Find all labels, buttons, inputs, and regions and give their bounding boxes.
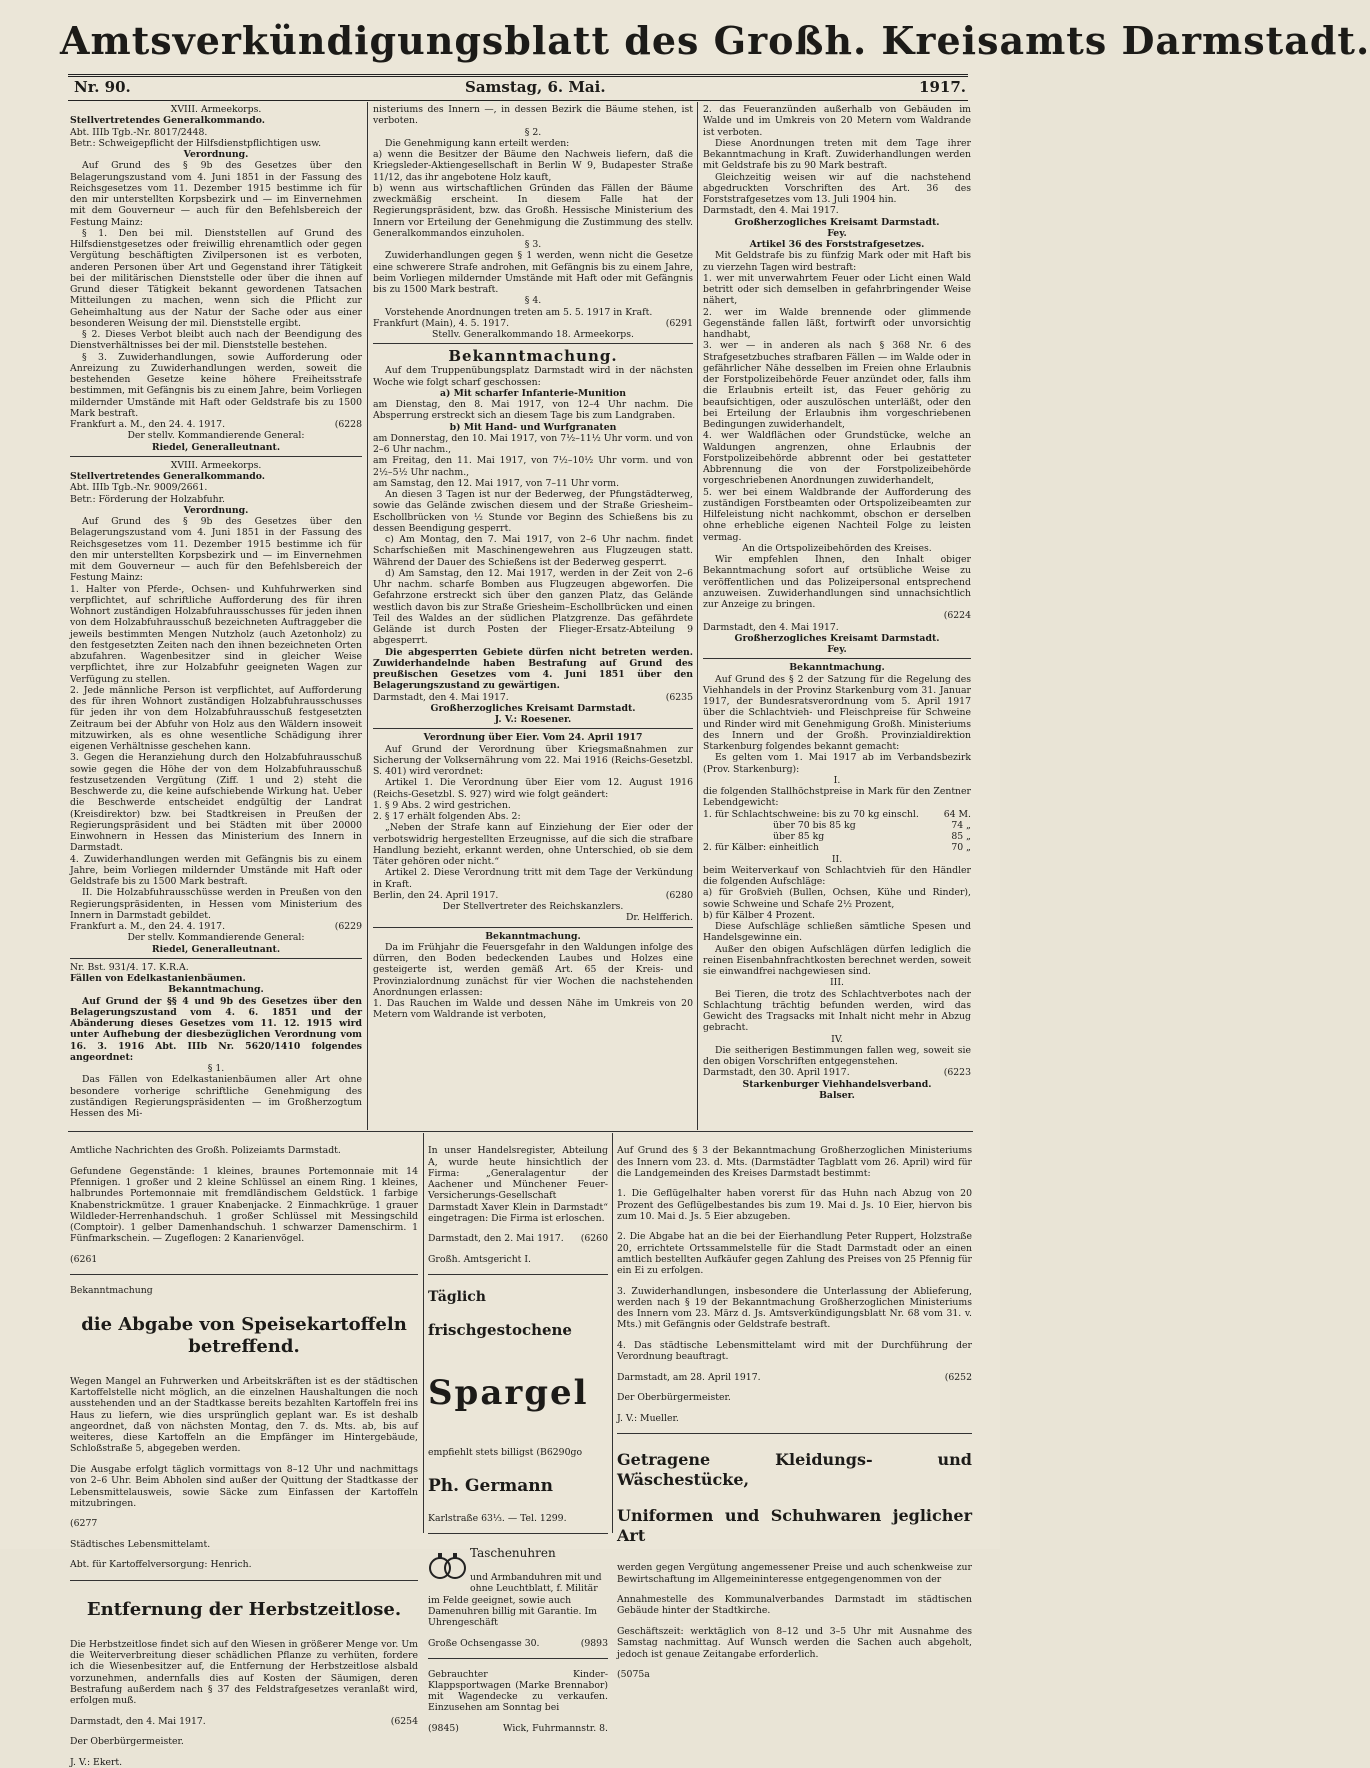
v-pr1a: 1. für Schlachtschweine: bis zu 70 kg einschl. <box>703 808 919 820</box>
a2-title: Verordnung. <box>183 504 249 516</box>
c-code: (6291 <box>665 317 693 329</box>
e-title: Verordnung über Eier. Vom 24. April 1917 <box>423 732 643 744</box>
h-code: (6260 <box>580 1233 608 1245</box>
a2-sig2: Riedel, Generalleutnant. <box>151 943 281 955</box>
v-IIb: b) für Kälber 4 Prozent. <box>703 909 815 921</box>
e-sig2: Dr. Helfferich. <box>625 912 693 924</box>
s-line3: empfiehlt stets billigst <box>428 1447 534 1459</box>
a2-sig1: Der stellv. Kommandierende General: <box>127 932 305 944</box>
c-b: b) wenn aus wirtschaftlichen Gründen das Fällen der Bäume zweckmäßig erscheint. In diesem Falle hat der Regierungspräsident, bzw. das Großh. Hessische Ministerium des Innern vor Erteilung der Genehmigung die Zustimmung des stellv. Generalkommandos einzuholen. <box>373 182 693 239</box>
v-price-row <box>703 820 971 831</box>
kl-code: (5075a <box>617 1669 650 1681</box>
a2-betr: Betr.: Förderung der Holzabfuhr. <box>70 493 226 505</box>
column-1 <box>70 104 362 1130</box>
bottom-column-3 <box>617 1136 972 1681</box>
divider <box>70 958 362 959</box>
p-title: Amtliche Nachrichten des Großh. Polizeiamts Darmstadt. <box>70 1145 341 1157</box>
z-title: Entfernung der Herbstzeitlose. <box>86 1598 402 1620</box>
g-3: 3. wer — in anderen als nach § 368 Nr. 6 des Strafgesetzbuches strafbaren Fällen — im Walde oder in gefährlicher Nähe desselben im Freien ohne Erlaubnis der Forstpolizeibehörde Feuer anzündet oder, falls ihm die Erlaubnis erteilt ist, das Feuer gehörig zu beaufsichtigen, oder auszulöschen unterläßt, oder den bei Erteilung der Erlaubnis ihm vorgeschriebenen Bedingungen zuwiderhandelt, <box>703 340 971 430</box>
column-rule <box>367 102 368 1130</box>
v-price-row <box>703 842 971 853</box>
g-sig1: Der Oberbürgermeister. <box>617 1392 731 1404</box>
e-a1: Artikel 1. Die Verordnung über Eier vom 12. August 1916 (Reichs-Gesetzbl. S. 927) wird wie folgt geändert: <box>373 777 693 800</box>
divider <box>428 1533 608 1534</box>
z-code: (6254 <box>390 1715 418 1727</box>
a1-p2: § 1. Den bei mil. Dienststellen auf Grund des Hilfsdienstgesetzes oder freiwillig ehrenamtlich oder gegen Vergütung beschäftigten Zivilpersonen ist es verboten, anderen Personen über Art und Gegenstand ihrer Tätigkeit bei der militärischen Dienststelle oder über die ihnen auf Grund dieser Tätigkeit bekannt gewordenen Tatsachen Mitteilungen zu machen, wenn sich die Pflicht zur Geheimhaltung aus der Natur der Sache oder aus einer besonderen Weisung der mil. Dienststelle ergibt. <box>70 227 362 329</box>
v-IV: IV. <box>831 1033 843 1045</box>
k-code: (6277 <box>70 1518 98 1530</box>
h-sig1: Großherzogliches Kreisamt Darmstadt. <box>734 632 940 644</box>
s-line2: frischgestochene <box>428 1321 572 1340</box>
kl-p2: Annahmestelle des Kommunalverbandes Darmstadt im städtischen Gebäude hinter der Stadtkirche. <box>617 1594 972 1617</box>
v-II1: beim Weiterverkauf von Schlachtvieh für den Händler die folgenden Aufschläge: <box>703 864 971 887</box>
v-pr1bv: 74 „ <box>951 819 971 831</box>
v-pr2: 2. für Kälber: einheitlich <box>703 842 819 854</box>
watch-ad <box>428 1546 608 1628</box>
divider <box>70 456 362 457</box>
t-place: Darmstadt, den 4. Mai 1917. <box>373 691 509 703</box>
g-1: 1. Die Geflügelhalter haben vorerst für das Huhn nach Abzug von 20 Prozent des Geflügelbestandes bis zum 19. Mai d. Js. 10 Eier, hiervon bis zum 10. Mai d. Js. 5 Eier abzugeben. <box>617 1188 972 1222</box>
t-a1: am Dienstag, den 8. Mai 1917, von 12–4 Uhr nachm. Die Absperrung erstreckt sich an diesem Tage bis zum Landgraben. <box>373 399 693 422</box>
x-p1: Gebrauchter Kinder-Klappsportwagen (Marke Brennabor) mit Wagendecke zu verkaufen. Einzusehen am Sonntag bei <box>428 1668 608 1714</box>
issue-date: Samstag, 6. Mai. <box>465 78 606 96</box>
c-place: Frankfurt (Main), 4. 5. 1917. <box>373 317 510 329</box>
w-addr: Große Ochsengasse 30. <box>428 1637 540 1649</box>
e-code: (6280 <box>665 889 693 901</box>
c-p2: Zuwiderhandlungen gegen § 1 werden, wenn nicht die Gesetze eine schwerere Strafe androhen, mit Gefängnis bis zu einem Jahre, beim Vorliegen mildernder Umstände mit Haft oder mit Gefängnis bis zu 1500 Mark bestraft. <box>373 250 693 295</box>
kl-title2: Uniformen und Schuhwaren jeglicher Art <box>617 1506 972 1546</box>
s-addr: Karlstraße 63⅓. — Tel. 1299. <box>428 1512 567 1524</box>
k-p2: Die Ausgabe erfolgt täglich vormittags von 8–12 Uhr und nachmittags von 2–6 Uhr. Beim Abholen sind außer der Quittung der Stadtkasse der Lebensmittelausweis, sowie Säcke zum Einfassen der Kartoffeln mitzubringen. <box>70 1464 418 1509</box>
t-sig2: J. V.: Roesener. <box>494 714 572 725</box>
k-sig1: Städtisches Lebensmittelamt. <box>70 1538 211 1550</box>
a3-title: Bekanntmachung. <box>168 984 264 996</box>
issue-year: 1917. <box>919 78 966 96</box>
t-c: c) Am Montag, den 7. Mai 1917, von 2–6 Uhr nachm. findet Scharfschießen mit Maschinengewehren aus Flugzeugen statt. Während der Dauer des Schießens ist der Bederweg gesperrt. <box>373 534 693 568</box>
a3-p2: Das Fällen von Edelkastanienbäumen aller Art ohne besondere vorherige schriftliche Genehmigung des zuständigen Regierungspräsidenten — im Großherzogtum Hessen des Mi- <box>70 1074 362 1119</box>
t-p1: Auf dem Truppenübungsplatz Darmstadt wird in der nächsten Woche wie folgt scharf geschossen: <box>373 365 693 388</box>
v-p1: Auf Grund des § 2 der Satzung für die Regelung des Viehhandels in der Provinz Starkenburg vom 31. Januar 1917, der Bundesratsverordnung vom 5. April 1917 über die Schlachtvieh- und Fleischpreise für Schweine und Rinder wird mit Genehmigung Großh. Ministeriums des Innern und der Großh. Provinzialdirektion Starkenburg folgendes bekannt gemacht: <box>703 673 971 752</box>
g-4: 4. wer Waldflächen oder Grundstücke, welche an Waldungen angrenzen, ohne Erlaubnis der Forstpolizeibehörde abbrennt oder bei gestatteter Abbrennung die von der Forstpolizeibehörde vorgeschriebenen Anordnungen zuwiderhandelt, <box>703 430 971 487</box>
a2-cmd: Stellvertretendes Generalkommando. <box>70 471 266 482</box>
k-p1: Wegen Mangel an Fuhrwerken und Arbeitskräften ist es der städtischen Kartoffelstelle nicht möglich, an die einzelnen Haushaltungen die noch ausstehenden und an der Stadtkasse bereits bezahlten Kartoffeln frei ins Haus zu liefern, wie dies ursprünglich geplant war. Es ist deshalb angeordnet, daß von nächsten Montag, den 7. ds. Mts. ab, bis auf weiteres, diese Kartoffeln an die Empfänger im Hintergebäude, Schloßstraße 5, abgegeben werden. <box>70 1375 418 1455</box>
t-b2: am Freitag, den 11. Mai 1917, von 7½–10½ Uhr vorm. und von 2½–5½ Uhr nachm., <box>373 455 693 478</box>
t-b: b) Mit Hand- und Wurfgranaten <box>449 421 617 433</box>
a2-i3: 3. Gegen die Heranziehung durch den Holzabfuhrausschuß sowie gegen die Höhe der von dem Holzabfuhrausschuß festzusetzenden Vergütung (Ziff. 1 und 2) steht die Beschwerde zu, die keine aufschiebende Wirkung hat. Ueber die Beschwerde entscheidet endgültig der Landrat (Kreisdirektor) bzw. bei Stadtkreisen in Preußen der Regierungspräsident und bei Städten mit über 20000 Einwohnern in Hessen das Ministerium des Innern in Darmstadt. <box>70 752 362 854</box>
v-II: II. <box>831 853 843 865</box>
h-p1: Wir empfehlen Ihnen, den Inhalt obiger Bekanntmachung sofort auf ortsübliche Weise zu veröffentlichen und das Polizeipersonal entsprechend anzuweisen. Zuwiderhandlungen sind unnachsichtlich zur Anzeige zu bringen. <box>703 554 971 610</box>
v-code: (6223 <box>943 1067 971 1079</box>
s-big: Spargel <box>428 1373 589 1414</box>
e-sig1: Der Stellvertreter des Reichskanzlers. <box>442 901 624 912</box>
g-2: 2. Die Abgabe hat an die bei der Eierhandlung Peter Ruppert, Holzstraße 20, errichtete Ortssammelstelle für die Stadt Darmstadt oder an einen amtlich bestellten Aufkäufer gegen Zahlung des Preises von 25 Pfennig für ein Ei zu erfolgen. <box>617 1231 972 1277</box>
v-pr1av: 64 M. <box>943 808 971 820</box>
w-code: (9893 <box>580 1637 608 1649</box>
e-a1b: 2. § 17 erhält folgenden Abs. 2: <box>373 811 521 822</box>
c-sec2: § 2. <box>524 126 542 138</box>
g-code: (6252 <box>944 1371 972 1383</box>
t-b3: am Samstag, den 12. Mai 1917, von 7–11 Uhr vorm. <box>373 477 620 489</box>
a2-p1: Auf Grund des § 9b des Gesetzes über den Belagerungszustand vom 4. Juni 1851 in der Fassung des Reichsgesetzes vom 11. Dezember 1915 bestimme ich für den mir unterstellten Korpsbezirk und — im Einvernehmen mit dem Gouverneur — auch für den Befehlsbereich der Festung Mainz: <box>70 516 362 584</box>
e-a1a: 1. § 9 Abs. 2 wird gestrichen. <box>373 799 511 811</box>
g-2: 2. wer im Walde brennende oder glimmende Gegenstände fallen läßt, fortwirft oder unvorsichtig handhabt, <box>703 306 971 340</box>
h-sig: Großh. Amtsgericht I. <box>428 1253 531 1265</box>
e-a2: Artikel 2. Diese Verordnung tritt mit dem Tage der Verkündung in Kraft. <box>373 867 693 890</box>
v-III1: Bei Tieren, die trotz des Schlachtverbotes nach der Schlachtung trächtig befunden werden, wird das Gewicht des Tragsacks mit Inhalt nicht mehr in Abzug gebracht. <box>703 988 971 1034</box>
z-sig1: Der Oberbürgermeister. <box>70 1736 184 1748</box>
x-addr: Wick, Fuhrmannstr. 8. <box>502 1722 608 1734</box>
t-sig1: Großherzogliches Kreisamt Darmstadt. <box>430 702 636 714</box>
g-place: Darmstadt, am 28. April 1917. <box>617 1371 761 1383</box>
issue-line <box>70 78 970 100</box>
divider <box>617 1433 972 1434</box>
z-place: Darmstadt, den 4. Mai 1917. <box>70 1715 206 1727</box>
f-title: Bekanntmachung. <box>485 930 581 942</box>
masthead-rule <box>68 74 968 77</box>
c-p1: Die Genehmigung kann erteilt werden: <box>385 137 570 149</box>
v-II2: Diese Aufschläge schließen sämtliche Spesen und Handelsgewinne ein. <box>703 921 971 944</box>
v-IIa: a) für Großvieh (Bullen, Ochsen, Kühe und Rinder), sowie Schweine und Schafe 2½ Prozent, <box>703 887 971 910</box>
a3-betr: Fällen von Edelkastanienbäumen. <box>70 973 246 984</box>
f-i1: 1. Das Rauchen im Walde und dessen Nähe im Umkreis von 20 Metern vom Waldrande ist verboten, <box>373 998 693 1021</box>
v-price-row <box>703 809 971 820</box>
column-rule <box>697 102 698 1130</box>
a3-sec: § 1. <box>207 1063 225 1074</box>
a2-place: Frankfurt a. M., den 24. 4. 1917. <box>70 921 226 932</box>
divider <box>70 1274 418 1275</box>
a3-ref: Nr. Bst. 931/4. 17. K.R.A. <box>70 961 189 973</box>
v-p2: Es gelten vom 1. Mai 1917 ab im Verbandsbezirk (Prov. Starkenburg): <box>703 752 971 775</box>
t-d: d) Am Samstag, den 12. Mai 1917, werden in der Zeit von 2–6 Uhr nachm. scharfe Bomben aus Flugzeugen abgeworfen. Die Gefahrzone erstreckt sich über den ganzen Platz, das Gelände westlich davon bis zur Straße Griesheim–Eschollbrücken und einen Teil des Waldes an der südlichen Platzgrenze. Das gefährdete Gelände ist durch Posten der Flieger-Ersatz-Abteilung 9 abgesperrt. <box>373 567 693 647</box>
p-found: Gefundene Gegenstände: 1 kleines, braunes Portemonnaie mit 14 Pfennigen. 1 großer und 2 kleine Schlüssel an einem Ring. 1 kleines, halbrundes Portemonnaie mit fremdländischem Geldstück. 1 farbige Knabenstrickmütze. 1 grauer Knabenjacke. 2 Einmachkrüge. 1 grauer Wildleder-Herrenhandschuh. 1 großer Schlüssel mit Messingschild (Comptoir). 1 gelber Damenhandschuh. 1 schwarzer Damenschirm. 1 Fünfmarkschein. — Zugeflogen: 2 Kanarienvögel. <box>70 1165 418 1245</box>
pocket-watch-icon <box>428 1546 466 1586</box>
a3-p1: Auf Grund der §§ 4 und 9b des Gesetzes über den Belagerungszustand vom 4. 6. 1851 und der Abänderung dieses Gesetzes vom 11. 12. 1915 wird unter Aufhebung der diesbezüglichen Verordnung vom 16. 3. 1916 Abt. IIIb Nr. 5620/1410 folgendes angeordnet: <box>70 995 362 1063</box>
t-title: Bekanntmachung. <box>448 347 618 366</box>
x-code: (9845) <box>428 1722 459 1734</box>
column-rule <box>423 1133 424 1533</box>
a1-betr: Betr.: Schweigepflicht der Hilfsdienstpflichtigen usw. <box>70 137 322 149</box>
column-3 <box>703 104 971 1130</box>
issue-rule <box>68 100 968 101</box>
s-code: (B6290go <box>536 1447 583 1459</box>
h-place: Darmstadt, den 2. Mai 1917. <box>428 1233 564 1245</box>
f-p2: Diese Anordnungen treten mit dem Tage ihrer Bekanntmachung in Kraft. Zuwiderhandlungen werden mit Geldstrafe bis zu 90 Mark bestraft. <box>703 137 971 172</box>
e-place: Berlin, den 24. April 1917. <box>373 889 499 901</box>
f-p3: Gleichzeitig weisen wir auf die nachstehend abgedruckten Vorschriften des Art. 36 des Forststrafgesetzes vom 13. Juli 1904 hin. <box>703 171 971 205</box>
v-pr2v: 70 „ <box>951 842 971 854</box>
c-sig: Stellv. Generalkommando 18. Armeekorps. <box>432 329 634 340</box>
s-line1: Täglich <box>428 1289 486 1306</box>
c-sec3: § 3. <box>524 239 542 250</box>
a1-cmd: Stellvertretendes Generalkommando. <box>70 115 266 127</box>
k-sig2: Abt. für Kartoffelversorgung: Henrich. <box>70 1559 252 1571</box>
a1-p3: § 2. Dieses Verbot bleibt auch nach der Beendigung des Dienstverhältnisses bei der mil. Dienststelle bestehen. <box>70 329 362 352</box>
a1-place: Frankfurt a. M., den 24. 4. 1917. <box>70 419 226 430</box>
divider <box>373 728 693 729</box>
w-line2: und Armbanduhren mit und ohne Leuchtblatt, f. Militär im Felde geeignet, sowie auch Damenuhren billig mit Garantie. Im Uhrengeschäft <box>428 1572 602 1629</box>
g-4: 4. Das städtische Lebensmittelamt wird mit der Durchführung der Verordnung beauftragt. <box>617 1339 972 1363</box>
t-p3: Die abgesperrten Gebiete dürfen nicht betreten werden. Zuwiderhandelnde haben Bestrafung auf Grund des preußischen Gesetzes vom 4. Juni 1851 über den Belagerungszustand zu gewärtigen. <box>373 646 693 692</box>
a1-sig1: Der stellv. Kommandierende General: <box>127 430 305 442</box>
v-pr1cv: 85 „ <box>951 831 971 842</box>
h-title: An die Ortspolizeibehörden des Kreises. <box>742 542 932 554</box>
divider <box>703 658 971 659</box>
v-pr1c: über 85 kg <box>773 831 825 842</box>
t-p2: An diesen 3 Tagen ist nur der Bederweg, der Pfungstädterweg, sowie das Gelände zwischen diesem und der Straße Griesheim–Eschollbrücken von ½ Stunde vor Beginn des Schießens bis zu dessen Beendigung gesperrt. <box>373 489 693 534</box>
masthead: Amtsverkündigungsblatt des Großh. Kreisamts Darmstadt. <box>60 18 1370 63</box>
v-IV1: Die seitherigen Bestimmungen fallen weg, soweit sie den obigen Vorschriften entgegenstehen. <box>703 1044 971 1067</box>
e-q: „Neben der Strafe kann auf Einziehung der Eier oder der verbotswidrig hergestellten Erzeugnisse, auf die sich die strafbare Handlung bezieht, erkannt werden, ohne Unterschied, ob sie dem Täter gehören oder nicht.“ <box>373 822 693 867</box>
v-II3: Außer den obigen Aufschlägen dürfen lediglich die reinen Eisenbahnfrachtkosten berechnet werden, soweit sie einwandfrei nachgewiesen sind. <box>703 943 971 977</box>
k-title2: die Abgabe von Speisekartoffeln betreffend. <box>81 1313 407 1357</box>
divider <box>373 927 693 928</box>
c-a: a) wenn die Besitzer der Bäume den Nachweis liefern, daß die Kriegsleder-Aktiengesellschaft in Berlin W 9, Budapester Straße 11/12, das ihr angebotene Holz kauft, <box>373 149 693 183</box>
z-p1: Die Herbstzeitlose findet sich auf den Wiesen in größerer Menge vor. Um die Weiterverbreitung dieser schädlichen Pflanze zu verhüten, fordere ich die Wiesenbesitzer auf, die Entfernung der Herbstzeitlose alsbald vorzunehmen, andernfalls dies auf Kosten der Säumigen, deren Bestrafung außerdem nach § 37 des Feldstrafgesetzes veranlaßt wird, erfolgen muß. <box>70 1638 418 1707</box>
k-title1: Bekanntmachung <box>70 1284 153 1296</box>
v-pr1b: über 70 bis 85 kg <box>773 819 856 831</box>
column-rule <box>612 1133 613 1533</box>
divider <box>70 1580 418 1581</box>
a2-i1: 1. Halter von Pferde-, Ochsen- und Kuhfuhrwerken sind verpflichtet, auf schriftliche Aufforderung des für ihren Wohnort zuständigen Holzabfuhrausschusses für jeden ihnen von dem Holzabfuhrausschuß bezeichneten Auftraggeber die jeweils bestimmten Mengen Nutzholz (auch Azetonholz) zu den festgesetzten Zeiten nach den ihnen bezeichneten Orten abzufahren. Wagenbesitzer sind in gleicher Weise verpflichtet, ihre zur Holzabfuhr geeigneten Wagen zur Verfügung zu stellen. <box>70 583 362 685</box>
s-name: Ph. Germann <box>428 1475 553 1496</box>
section-rule <box>68 1131 973 1132</box>
g-sig2: J. V.: Mueller. <box>617 1412 679 1424</box>
c-p3: Vorstehende Anordnungen treten am 5. 5. 1917 in Kraft. <box>385 306 653 318</box>
g-p1: Auf Grund des § 3 der Bekanntmachung Großherzoglichen Ministeriums des Innern vom 23. d. Mts. (Darmstädter Tagblatt vom 26. April) wird für die Landgemeinden des Kreises Darmstadt bestimmt: <box>617 1145 972 1179</box>
h-reg: In unser Handelsregister, Abteilung A, wurde heute hinsichtlich der Firma: „Generalagentur der Aachener und Münchener Feuer-Versicherungs-Gesellschaft Darmstadt Xaver Klein in Darmstadt“ eingetragen: Die Firma ist erloschen. <box>428 1145 608 1224</box>
issue-number: Nr. 90. <box>74 78 131 96</box>
divider <box>373 343 693 344</box>
c-p0: nisteriums des Innern —, in dessen Bezirk die Bäume stehen, ist verboten. <box>373 104 693 127</box>
v-I1: die folgenden Stallhöchstpreise in Mark für den Zentner Lebendgewicht: <box>703 786 971 809</box>
t-code: (6235 <box>665 691 693 703</box>
v-place: Darmstadt, den 30. April 1917. <box>703 1067 850 1079</box>
a2-ii: II. Die Holzabfuhrausschüsse werden in Preußen von den Regierungspräsidenten, in Hessen vom Ministerium des Innern in Darmstadt gebildet. <box>70 887 362 921</box>
a1-title: Verordnung. <box>183 149 249 160</box>
f-i2: 2. das Feueranzünden außerhalb von Gebäuden im Walde und im Umkreis von 20 Metern vom Waldrande ist verboten. <box>703 104 971 138</box>
bottom-column-1 <box>70 1136 418 1768</box>
v-price-row <box>703 831 971 842</box>
h-sig2: Fey. <box>827 644 847 655</box>
t-b1: am Donnerstag, den 10. Mai 1917, von 7½–11½ Uhr vorm. und von 2–6 Uhr nachm., <box>373 432 693 455</box>
v-I: I. <box>833 774 841 786</box>
a2-code: (6229 <box>334 921 362 932</box>
column-2 <box>373 104 693 1130</box>
a2-i2: 2. Jede männliche Person ist verpflichtet, auf Aufforderung des für ihren Wohnort zuständigen Holzabfuhrausschusses für jeden ihr von dem Holzabfuhrausschuß festgesetzten Zeitraum bei der Abfuhr von Holz aus den Wäldern insoweit mitzuwirken, als es ohne wesentliche Schädigung ihrer eigenen Verhältnisse geschehen kann. <box>70 684 362 752</box>
g-1: 1. wer mit unverwahrtem Feuer oder Licht einen Wald betritt oder sich demselben in gefahrbringender Weise nähert, <box>703 272 971 307</box>
divider <box>428 1274 608 1275</box>
f-sig1: Großherzogliches Kreisamt Darmstadt. <box>734 216 940 228</box>
a2-i4: 4. Zuwiderhandlungen werden mit Gefängnis bis zu einem Jahre, beim Vorliegen mildernder Umstände mit Haft oder Geldstrafe bis zu 1500 Mark bestraft. <box>70 853 362 887</box>
divider <box>428 1658 608 1659</box>
h-code: (6224 <box>943 610 971 622</box>
z-sig2: J. V.: Ekert. <box>70 1756 123 1768</box>
v-III: III. <box>830 977 844 989</box>
g-5: 5. wer bei einem Waldbrande der Aufforderung des zuständigen Forstbeamten oder Ortspolizeibeamten zur Hilfeleistung nicht nachkommt, obschon er derselben ohne erhebliche eigenen Nachteil Folge zu leisten vermag. <box>703 486 971 543</box>
kl-p1: werden gegen Vergütung angemessener Preise und auch schenkweise zur Bewirtschaftung im Allgemeininteresse entgegengenommen von der <box>617 1562 972 1585</box>
w-line1: Taschenuhren <box>470 1546 556 1561</box>
kl-title1: Getragene Kleidungs- und Wäschestücke, <box>617 1450 972 1490</box>
a1-code: (6228 <box>334 419 362 430</box>
kl-p3: Geschäftszeit: werktäglich von 8–12 und 3–5 Uhr mit Ausnahme des Samstag nachmittag. Auf Wunsch werden die Sachen auch abgeholt, jedoch ist genaue Zeitangabe erforderlich. <box>617 1626 972 1660</box>
f-place: Darmstadt, den 4. Mai 1917. <box>703 205 839 217</box>
v-sig2: Balser. <box>819 1089 855 1101</box>
a1-ref: Abt. IIIb Tgb.-Nr. 8017/2448. <box>70 126 208 138</box>
g-title: Artikel 36 des Forststrafgesetzes. <box>749 239 925 250</box>
a2-corps: XVIII. Armeekorps. <box>170 459 262 471</box>
a1-p4: § 3. Zuwiderhandlungen, sowie Aufforderung oder Anreizung zu Zuwiderhandlungen werden, soweit die bestehenden Gesetze keine höhere Freiheitsstrafe bestimmen, mit Gefängnis bis zu einem Jahre, beim Vorliegen mildernder Umstände mit Haft oder Geldstrafe bis zu 1500 Mark bestraft. <box>70 351 362 419</box>
bottom-column-2 <box>428 1136 608 1734</box>
v-title: Bekanntmachung. <box>789 662 885 674</box>
a2-ref: Abt. IIIb Tgb.-Nr. 9009/2661. <box>70 482 208 494</box>
v-sig1: Starkenburger Viehhandelsverband. <box>742 1078 932 1090</box>
a1-p1: Auf Grund des § 9b des Gesetzes über den Belagerungszustand vom 4. Juni 1851 in der Fassung des Reichsgesetzes vom 11. Dezember 1915 bestimme ich für den mir unterstellten Korpsbezirk und — im Einvernehmen mit dem Gouverneur — auch für den Befehlsbereich der Festung Mainz: <box>70 160 362 228</box>
p-code: (6261 <box>70 1253 98 1265</box>
g-3: 3. Zuwiderhandlungen, insbesondere die Unterlassung der Ablieferung, werden nach § 19 der Bekanntmachung Großherzoglichen Ministeriums des Innern vom 23. März d. Js. Amtsverkündigungsblatt Nr. 68 vom 31. v. Mts.) mit Gefängnis oder Geldstrafe bestraft. <box>617 1285 972 1331</box>
e-p1: Auf Grund der Verordnung über Kriegsmaßnahmen zur Sicherung der Volksernährung vom 22. Mai 1916 (Reichs-Gesetzbl. S. 401) wird verordnet: <box>373 743 693 777</box>
t-a: a) Mit scharfer Infanterie-Munition <box>439 387 627 399</box>
g-p1: Mit Geldstrafe bis zu fünfzig Mark oder mit Haft bis zu vierzehn Tagen wird bestraft: <box>703 250 971 273</box>
f-sig2: Fey. <box>827 227 847 239</box>
a1-corps: XVIII. Armeekorps. <box>170 104 262 115</box>
a1-sig2: Riedel, Generalleutnant. <box>151 441 281 453</box>
f-p1: Da im Frühjahr die Feuersgefahr in den Waldungen infolge des dürren, den Boden bedeckenden Laubes und Holzes eine gesteigerte ist, werden gemäß Art. 65 der Kreis- und Provinzialordnung zunächst für vier Wochen die nachstehenden Anordnungen erlassen: <box>373 941 693 998</box>
c-sec4: § 4. <box>524 295 542 307</box>
h-place: Darmstadt, den 4. Mai 1917. <box>703 621 839 633</box>
